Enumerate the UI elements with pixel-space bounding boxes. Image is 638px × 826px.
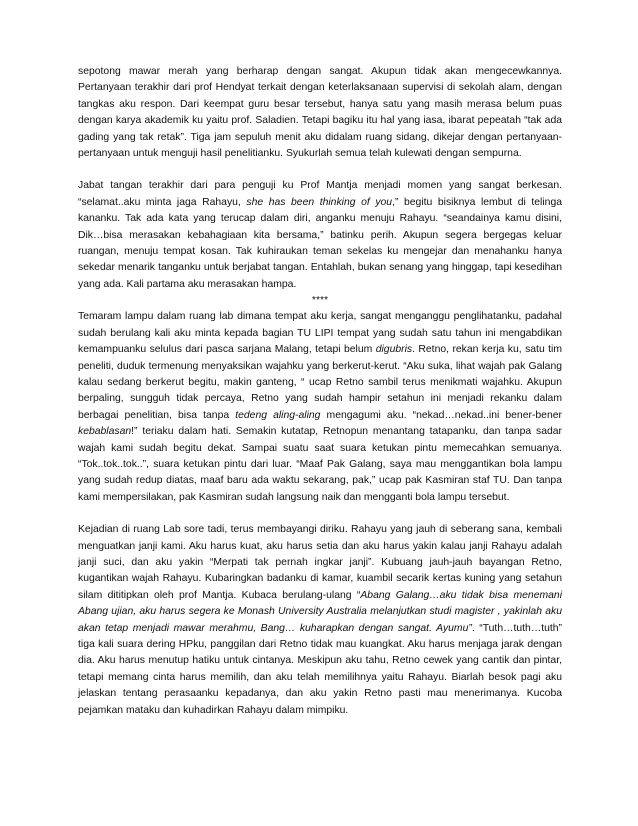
text-run: Kejadian di ruang Lab sore tadi, terus membayangi diriku. Rahayu yang jauh di seberang sana, kembali menguatkan janji kami. Aku harus kuat, aku harus setia dan aku harus yakin kalau janji Rahayu adalah janji suci, dan aku yakin “Merpati tak pernah ingkar janji”. Kubuang jauh-jauh bayangan Retno, kugantikan wajah Rahayu. Kubaringkan badanku di kamar, kuambil secarik kertas kuning yang setahun silam dititipkan oleh prof Mantja. Kubaca berulang-ulang “: [78, 524, 562, 601]
text-run: Jabat tangan terakhir dari para penguji ku Prof Mantja menjadi momen yang sangat berkesan. “selamat..aku minta jaga Rahayu,: [78, 180, 562, 208]
italic-text-run: Abang Galang…aku tidak bisa menemani Abang ujian, aku harus segera ke Monash University Australia melanjutkan studi magister , yakinlah aku akan tetap menjadi mawar merahmu, Bang… kuharapkan dengan sangat. Ayumu”: [78, 589, 562, 634]
paragraph-handshake: [78, 178, 562, 293]
document-page: [78, 64, 562, 735]
italic-text-run: tedeng aling-aling: [235, 409, 321, 421]
italic-text-run: kebablasan: [78, 426, 132, 438]
text-run: sepotong mawar merah yang berharap dengan sangat. Akupun tidak akan mengecewkannya. Pertanyaan terakhir dari prof Hendyat terkait dengan keterlaksanaan supervisi di sekolah alam, dengan tangkas aku respon. Dari keempat guru besar tersebut, hanya satu yang masih merasa belum puas dengan karya akademik ku yaitu prof. Saladien. Tetapi bagiku itu hal yang iasa, ibarat pepeatah “tak ada gading yang tak retak”. Tiga jam sepuluh menit aku didalam ruang sidang, dikejar dengan pertanyaan-pertanyaan untuk menguji hasil penelitianku. Syukurlah semua telah kulewati dengan sempurna.: [78, 66, 562, 160]
text-run: ,” begitu bisiknya lembut di telinga kananku. Tak ada kata yang terucap dalam diri, anganku menuju Rahayu. “seandainya kamu disini, Dik…bisa merasakan kebahagiaan kita bersama,” batinku perih. Akupun segera bergegas keluar ruangan, menuju tempat kosan. Tak kuhiraukan teman sekelas ku mengejar dan menahanku hanya sekedar menarik tanganku untuk berjabat tangan. Entahlah, bukan senang yang hinggap, tapi kesedihan yang ada. Kali partama aku merasakan hampa.: [78, 196, 562, 290]
text-run: . “Tuth…tuth…tuth” tiga kali suara dering HPku, panggilan dari Retno tidak mau kuangkat. Aku harus menjaga jarak dengan dia. Aku harus menutup hatiku untuk cintanya. Meskipun aku tahu, Retno cewek yang cantik dan pintar, tetapi memang cinta harus memilih, dan aku telah memilihnya yaitu Rahayu. Biarlah besok pagi aku jelaskan tentang perasaanku kepadanya, dan aku yakin Retno pasti mau menerimanya. Kucoba pejamkan mataku dan kuhadirkan Rahayu dalam mimpiku.: [78, 622, 563, 716]
text-run: mengagumi aku. “nekad…nekad..ini bener-bener: [320, 409, 562, 421]
text-run: Temaram lampu dalam ruang lab dimana tempat aku kerja, sangat menganggu penglihatanku, padahal sudah berulang kali aku minta kepada bagian TU LIPI tempat yang sudah satu tahun ini mengabdikan kemampuanku selulus dari pasca sarjana Malang, tetapi belum: [78, 311, 562, 356]
paragraph-evening-reflection: [78, 522, 562, 719]
paragraph-lab-scene: [78, 309, 562, 506]
italic-text-run: digubris: [375, 344, 413, 356]
text-run: . Retno, rekan kerja ku, satu tim peneliti, duduk termenung menyaksikan wajahku yang berkerut-kerut. “Aku suka, lihat wajah pak Galang kalau sedang berkerut begitu, makin ganteng, “ ucap Retno sambil terus menikmati wajahku. Akupun berpaling, sungguh tidak percaya, Retno yang sudah hampir setahun ini menjadi rekanku dalam berbagai penelitian, bisa tanpa: [78, 344, 562, 421]
scene-separator: ****: [311, 295, 329, 307]
italic-text-run: she has been thinking of you: [246, 196, 393, 208]
paragraph-exam-questions: [78, 64, 562, 162]
text-run: !” teriaku dalam hati. Semakin kutatap, Retnopun menantang tatapanku, dan tanpa sadar wajah kami sudah begitu dekat. Sampai suatu saat suara ketukan pintu memecahkan semuanya. “Tok..tok..tok..”, suara ketukan pintu dari luar. “Maaf Pak Galang, saya mau menggantikan bola lampu yang sudah redup diatas, maaf baru ada waktu sekarang, pak,” ucap pak Kasmiran staf TU. Dan tanpa kami mempersilakan, pak Kasmiran sudah langsung naik dan mengganti bola lampu tersebut.: [78, 426, 562, 503]
